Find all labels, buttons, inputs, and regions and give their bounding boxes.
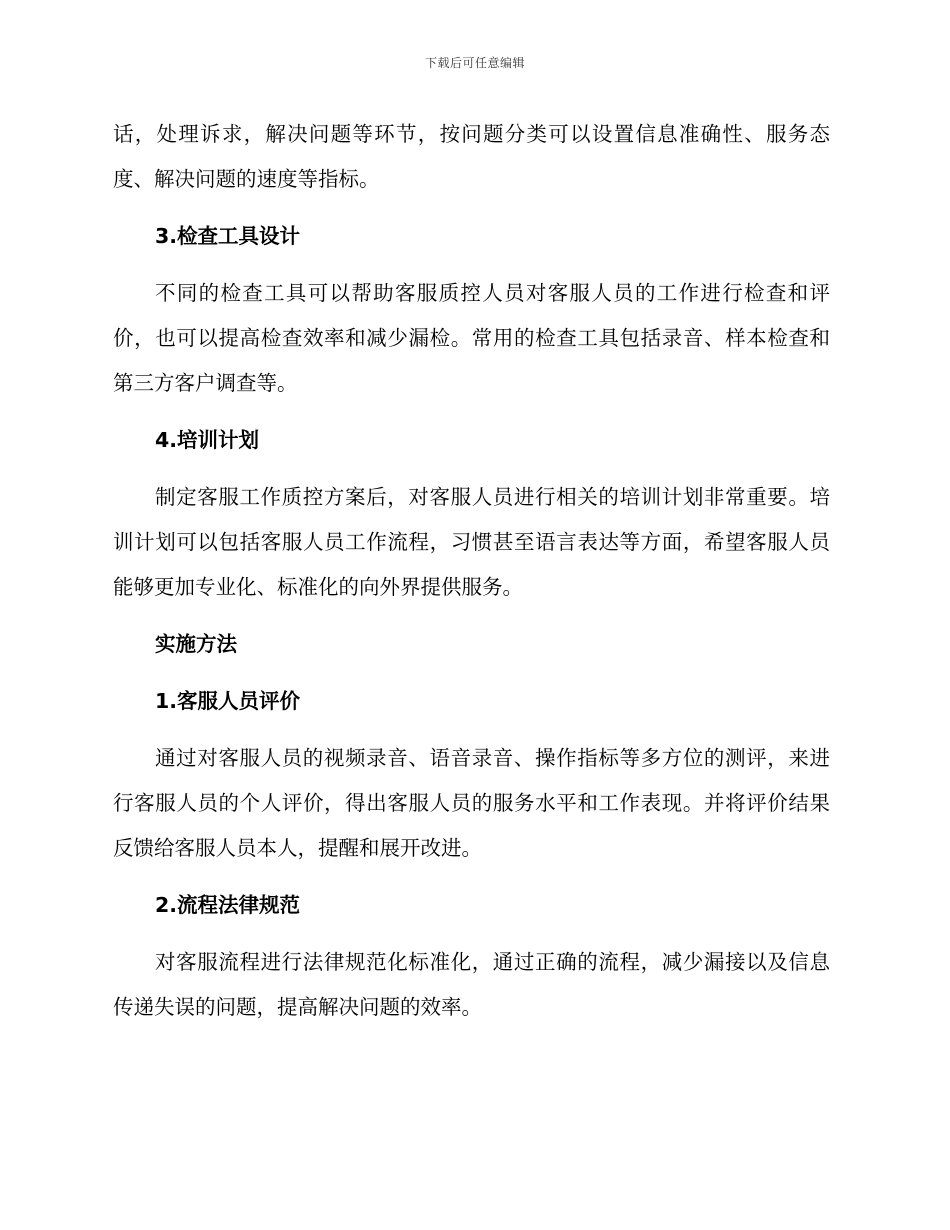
document-body bbox=[113, 112, 830, 1042]
paragraph-continued: 话，处理诉求，解决问题等环节，按问题分类可以设置信息准确性、服务态度、解决问题的速度等指标。 bbox=[113, 122, 830, 191]
section-heading-implementation: 实施方法 bbox=[155, 632, 237, 656]
paragraph-staff-evaluation: 通过对客服人员的视频录音、语音录音、操作指标等多方位的测评，来进行客服人员的个人评价，得出客服人员的服务水平和工作表现。并将评价结果反馈给客服人员本人，提醒和展开改进。 bbox=[113, 746, 830, 860]
section-heading-training-plan: 4.培训计划 bbox=[155, 428, 260, 452]
page-header: 下载后可任意编辑 bbox=[424, 56, 525, 70]
section-heading-staff-evaluation: 1.客服人员评价 bbox=[155, 689, 301, 713]
paragraph-inspection-tools: 不同的检查工具可以帮助客服质控人员对客服人员的工作进行检查和评价，也可以提高检查效率和减少漏检。常用的检查工具包括录音、样本检查和第三方客户调查等。 bbox=[113, 281, 830, 395]
section-heading-process-legal: 2.流程法律规范 bbox=[155, 893, 301, 917]
section-heading-inspection-tools: 3.检查工具设计 bbox=[155, 224, 301, 248]
paragraph-training-plan: 制定客服工作质控方案后，对客服人员进行相关的培训计划非常重要。培训计划可以包括客服人员工作流程，习惯甚至语言表达等方面，希望客服人员能够更加专业化、标准化的向外界提供服务。 bbox=[113, 485, 830, 599]
paragraph-process-legal: 对客服流程进行法律规范化标准化，通过正确的流程，减少漏接以及信息传递失误的问题，提高解决问题的效率。 bbox=[113, 950, 830, 1019]
